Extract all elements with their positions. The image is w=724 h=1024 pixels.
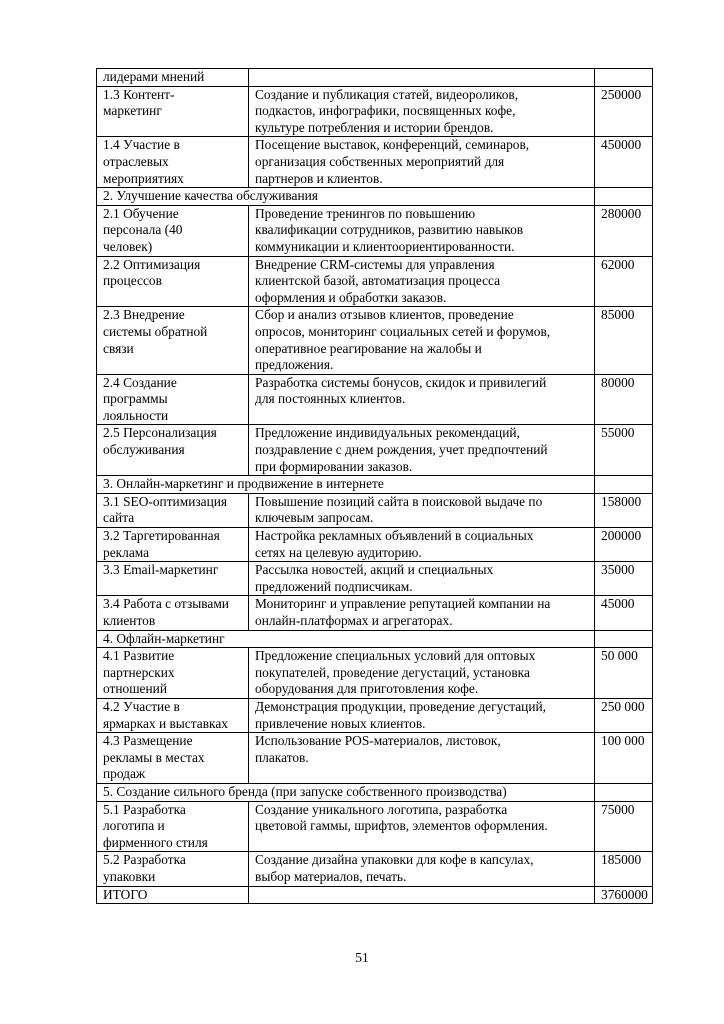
activity-description-cell <box>249 256 595 307</box>
activity-name-line: мероприятиях <box>103 170 184 186</box>
section-header-row <box>97 630 653 648</box>
activity-description-line: плакатов. <box>255 749 309 765</box>
activity-description-cell <box>249 374 595 425</box>
activity-description-cell <box>249 562 595 596</box>
activity-description-line: квалификации сотрудников, развитию навыков <box>255 222 524 238</box>
activity-name-cell <box>97 886 249 904</box>
activity-description-cell <box>249 733 595 784</box>
marketing-budget-table-body <box>97 69 653 904</box>
activity-name-line: 1.4 Участие в <box>103 137 180 153</box>
activity-description-line: Сбор и анализ отзывов клиентов, проведение <box>255 307 514 323</box>
activity-name-cell <box>97 256 249 307</box>
activity-description-line: Использование POS-материалов, листовок, <box>255 733 501 749</box>
activity-name-line: логотипа и <box>103 818 165 834</box>
activity-description-line: предложения. <box>255 357 334 373</box>
activity-cost-cell: 50 000 <box>595 648 653 699</box>
activity-cost-cell: 35000 <box>595 562 653 596</box>
section-cost-cell <box>595 783 653 801</box>
activity-description-line: Создание дизайна упаковки для кофе в капсулах, <box>255 852 534 868</box>
section-header-cell: 5. Создание сильного бренда (при запуске собственного производства) <box>97 783 595 801</box>
activity-description-line: Рассылка новостей, акций и специальных <box>255 562 494 578</box>
activity-description-line: организация собственных мероприятий для <box>255 153 505 169</box>
activity-cost-cell: 450000 <box>595 137 653 188</box>
activity-name-line: 2.4 Создание <box>103 374 177 390</box>
activity-description-cell <box>249 69 595 87</box>
activity-name-cell <box>97 425 249 476</box>
activity-name-line: 3.2 Таргетированная <box>103 528 220 544</box>
section-header-cell: 2. Улучшение качества обслуживания <box>97 188 595 206</box>
activity-name-cell <box>97 648 249 699</box>
activity-description-cell <box>249 648 595 699</box>
activity-name-line: системы обратной <box>103 323 208 339</box>
activity-description-cell <box>249 801 595 852</box>
activity-description-cell <box>249 137 595 188</box>
page-number: 51 <box>355 950 369 965</box>
activity-description-line: Предложение индивидуальных рекомендаций, <box>255 425 520 441</box>
activity-cost-cell: 3760000 <box>595 886 653 904</box>
section-header-cell: 4. Офлайн-маркетинг <box>97 630 595 648</box>
table-row <box>97 86 653 137</box>
activity-name-line: ИТОГО <box>103 886 148 902</box>
activity-description-cell <box>249 493 595 527</box>
activity-description-line: опросов, мониторинг социальных сетей и форумов, <box>255 323 551 339</box>
table-row <box>97 69 653 87</box>
activity-description-line: Посещение выставок, конференций, семинаров, <box>255 137 530 153</box>
activity-description-cell <box>249 205 595 256</box>
activity-cost-cell: 185000 <box>595 852 653 886</box>
activity-description-cell <box>249 596 595 630</box>
activity-description-line: партнеров и клиентов. <box>255 170 383 186</box>
activity-name-cell <box>97 528 249 562</box>
activity-cost-cell: 158000 <box>595 493 653 527</box>
activity-description-cell <box>249 852 595 886</box>
activity-cost-cell: 100 000 <box>595 733 653 784</box>
table-row <box>97 137 653 188</box>
table-row <box>97 307 653 374</box>
section-cost-cell <box>595 476 653 494</box>
activity-description-line: оформления и обработки заказов. <box>255 289 447 305</box>
activity-description-line: подкастов, инфографики, посвященных кофе, <box>255 103 516 119</box>
table-row <box>97 733 653 784</box>
table-row <box>97 528 653 562</box>
activity-description-line: выбор материалов, печать. <box>255 868 407 884</box>
activity-name-line: программы <box>103 391 168 407</box>
table-row <box>97 205 653 256</box>
activity-description-cell <box>249 425 595 476</box>
activity-cost-cell: 75000 <box>595 801 653 852</box>
activity-description-line: покупателей, проведение дегустаций, установка <box>255 664 530 680</box>
activity-name-line: 1.3 Контент- <box>103 86 175 102</box>
activity-name-line: партнерских <box>103 664 175 680</box>
activity-name-line: 3.3 Email-маркетинг <box>103 562 219 578</box>
activity-description-cell <box>249 307 595 374</box>
activity-description-line: предложений подписчикам. <box>255 578 413 594</box>
table-row <box>97 852 653 886</box>
section-header-cell: 3. Онлайн-маркетинг и продвижение в интернете <box>97 476 595 494</box>
table-row <box>97 374 653 425</box>
activity-name-line: 2.1 Обучение <box>103 205 179 221</box>
activity-name-cell <box>97 69 249 87</box>
activity-cost-cell: 80000 <box>595 374 653 425</box>
activity-description-line: онлайн-платформах и агрегаторах. <box>255 613 453 628</box>
activity-cost-cell: 200000 <box>595 528 653 562</box>
activity-name-line: 4.3 Размещение <box>103 733 193 749</box>
activity-description-line: ключевым запросам. <box>255 510 374 526</box>
activity-name-cell <box>97 852 249 886</box>
activity-name-line: процессов <box>103 273 162 289</box>
table-row <box>97 648 653 699</box>
marketing-budget-table <box>96 68 653 904</box>
activity-description-line: коммуникации и клиентоориентированности. <box>255 238 515 254</box>
table-row <box>97 562 653 596</box>
activity-name-line: персонала (40 <box>103 222 183 238</box>
activity-name-line: 2.3 Внедрение <box>103 307 185 323</box>
activity-description-line: Предложение специальных условий для оптовых <box>255 648 536 664</box>
activity-name-line: продаж <box>103 766 146 782</box>
activity-description-cell <box>249 86 595 137</box>
activity-name-cell <box>97 698 249 732</box>
activity-description-line: привлечение новых клиентов. <box>255 715 426 731</box>
activity-description-line: Разработка системы бонусов, скидок и привилегий <box>255 374 547 390</box>
table-row <box>97 596 653 630</box>
activity-name-line: 4.1 Развитие <box>103 648 175 664</box>
activity-cost-cell: 250 000 <box>595 698 653 732</box>
table-row <box>97 801 653 852</box>
activity-name-line: 2.5 Персонализация <box>103 425 217 441</box>
activity-name-line: маркетинг <box>103 103 162 119</box>
activity-name-line: 3.4 Работа с отзывами <box>103 596 229 612</box>
table-row <box>97 425 653 476</box>
activity-name-line: фирменного стиля <box>103 834 208 850</box>
activity-description-cell <box>249 528 595 562</box>
activity-name-line: 4.2 Участие в <box>103 698 180 714</box>
activity-name-cell <box>97 493 249 527</box>
activity-name-cell <box>97 205 249 256</box>
activity-description-line: Проведение тренингов по повышению <box>255 205 476 221</box>
activity-name-line: упаковки <box>103 868 156 884</box>
activity-name-line: клиентов <box>103 613 156 628</box>
activity-name-line: рекламы в местах <box>103 749 205 765</box>
activity-name-cell <box>97 307 249 374</box>
activity-name-line: сайта <box>103 510 135 526</box>
activity-name-cell <box>97 137 249 188</box>
activity-description-line: Создание уникального логотипа, разработка <box>255 801 508 817</box>
activity-description-line: Внедрение CRM-системы для управления <box>255 256 495 272</box>
activity-description-line: культуре потребления и истории брендов. <box>255 119 494 135</box>
table-row <box>97 256 653 307</box>
activity-description-line: сетях на целевую аудиторию. <box>255 544 422 560</box>
activity-name-line: ярмарках и выставках <box>103 715 228 731</box>
activity-description-line: клиентской базой, автоматизация процесса <box>255 273 501 289</box>
activity-description-line: оперативное реагирование на жалобы и <box>255 340 482 356</box>
activity-description-cell <box>249 698 595 732</box>
activity-name-line: лидерами мнений <box>103 69 205 84</box>
activity-name-line: 5.1 Разработка <box>103 801 186 817</box>
activity-description-line: оборудования для приготовления кофе. <box>255 681 479 697</box>
activity-name-line: 3.1 SEO-оптимизация <box>103 493 228 509</box>
activity-name-line: обслуживания <box>103 442 185 458</box>
activity-description-line: Мониторинг и управление репутацией компании на <box>255 596 551 612</box>
activity-name-line: отраслевых <box>103 153 169 169</box>
activity-description-line: Демонстрация продукции, проведение дегустаций, <box>255 698 547 714</box>
activity-name-cell <box>97 86 249 137</box>
activity-description-cell <box>249 886 595 904</box>
activity-name-line: лояльности <box>103 407 169 423</box>
activity-name-line: человек) <box>103 238 153 254</box>
activity-cost-cell: 62000 <box>595 256 653 307</box>
activity-name-line: 5.2 Разработка <box>103 852 186 868</box>
section-header-row <box>97 476 653 494</box>
activity-description-line: для постоянных клиентов. <box>255 391 406 407</box>
activity-cost-cell: 280000 <box>595 205 653 256</box>
table-row <box>97 698 653 732</box>
activity-name-line: отношений <box>103 681 167 697</box>
activity-name-cell <box>97 801 249 852</box>
activity-name-cell <box>97 374 249 425</box>
table-row <box>97 886 653 904</box>
section-cost-cell <box>595 188 653 206</box>
activity-name-cell <box>97 562 249 596</box>
activity-description-line: Повышение позиций сайта в поисковой выдаче по <box>255 493 543 509</box>
activity-name-cell <box>97 733 249 784</box>
activity-description-line: Создание и публикация статей, видеороликов, <box>255 86 519 102</box>
activity-description-line: поздравление с днем рождения, учет предпочтений <box>255 442 548 458</box>
table-row <box>97 493 653 527</box>
section-cost-cell <box>595 630 653 648</box>
activity-name-line: связи <box>103 340 134 356</box>
activity-cost-cell <box>595 69 653 87</box>
activity-cost-cell: 85000 <box>595 307 653 374</box>
activity-description-line: при формировании заказов. <box>255 458 413 474</box>
activity-name-line: реклама <box>103 544 150 560</box>
activity-cost-cell: 250000 <box>595 86 653 137</box>
section-header-row <box>97 188 653 206</box>
activity-name-line: 2.2 Оптимизация <box>103 256 201 272</box>
activity-cost-cell: 45000 <box>595 596 653 630</box>
activity-cost-cell: 55000 <box>595 425 653 476</box>
activity-description-line: цветовой гаммы, шрифтов, элементов оформления. <box>255 818 548 834</box>
section-header-row <box>97 783 653 801</box>
activity-name-cell <box>97 596 249 630</box>
activity-description-line: Настройка рекламных объявлений в социальных <box>255 528 534 544</box>
